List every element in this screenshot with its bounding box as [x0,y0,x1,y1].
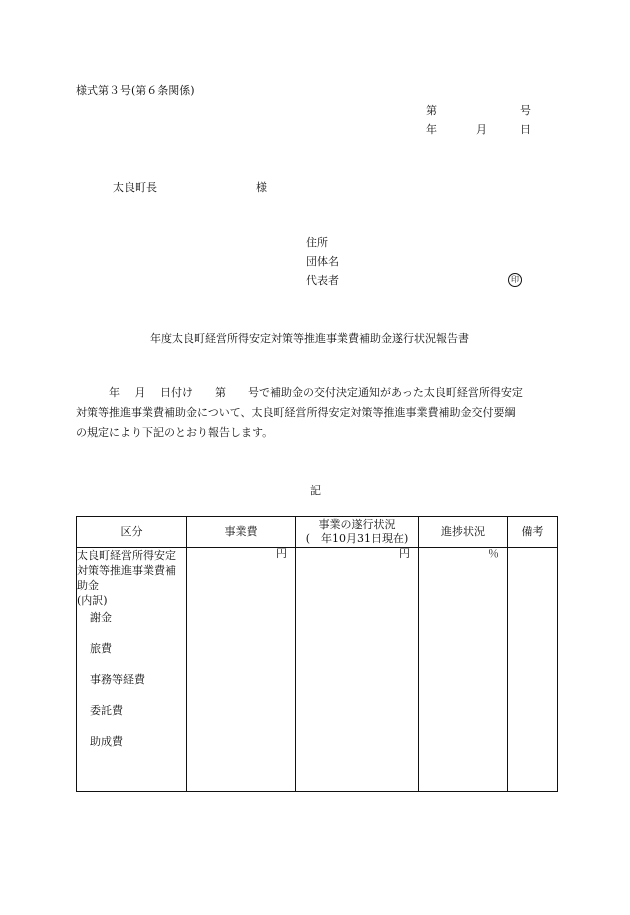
date-day: 日 [520,123,531,136]
rate-unit: ％ [488,547,499,560]
header-progress [296,517,419,548]
breakdown-item-consignment: 委託費 [90,704,123,717]
header-category: 区分 [77,517,187,548]
body-line-3: の規定により下記のとおり報告します。 [76,426,274,439]
addressee-name: 太良町長 [113,181,157,194]
header-rate: 進捗状況 [419,517,508,548]
date-month: 月 [476,123,487,136]
breakdown-item-office: 事務等経費 [90,673,145,686]
header-progress-line1: 事業の遂行状況 [318,518,396,531]
table-header-row [77,517,558,548]
address-label: 住所 [306,236,328,249]
progress-cell [296,548,419,792]
form-number: 様式第３号(第６条関係) [76,84,195,97]
cost-unit: 円 [276,547,287,560]
ki-heading: 記 [310,484,321,497]
document-title: 年度太良町経営所得安定対策等推進事業費補助金遂行状況報告書 [150,332,469,345]
breakdown-label: (内訳) [77,594,108,607]
breakdown-item-honorarium: 謝金 [90,611,112,624]
cost-cell [187,548,296,792]
seal-mark: 印 [508,273,522,287]
rate-cell [419,548,508,792]
addressee-honorific: 様 [256,181,267,194]
remarks-cell [508,548,558,792]
body-line-2: 対策等推進事業費補助金について、太良町経営所得安定対策等推進事業費補助金交付要綱 [76,406,516,419]
organization-label: 団体名 [306,255,339,268]
header-remarks: 備考 [508,517,558,548]
date-year: 年 [426,123,437,136]
category-cell [77,548,187,792]
body-line-1: 年 月 日付け 第 号で補助金の交付決定通知があった太良町経営所得安定 [109,386,523,399]
number-prefix: 第 [426,104,437,117]
header-progress-line2: ( 年10月31日現在) [305,532,409,545]
progress-unit: 円 [399,547,410,560]
breakdown-item-subsidy: 助成費 [90,735,123,748]
breakdown-item-travel: 旅費 [90,642,112,655]
report-table [76,516,558,792]
header-cost: 事業費 [187,517,296,548]
representative-label: 代表者 [306,274,339,287]
number-suffix: 号 [520,104,531,117]
category-main: 太良町経営所得安定対策等推進事業費補助金 [77,549,176,592]
table-row [77,548,558,792]
body-paragraph [76,383,566,443]
